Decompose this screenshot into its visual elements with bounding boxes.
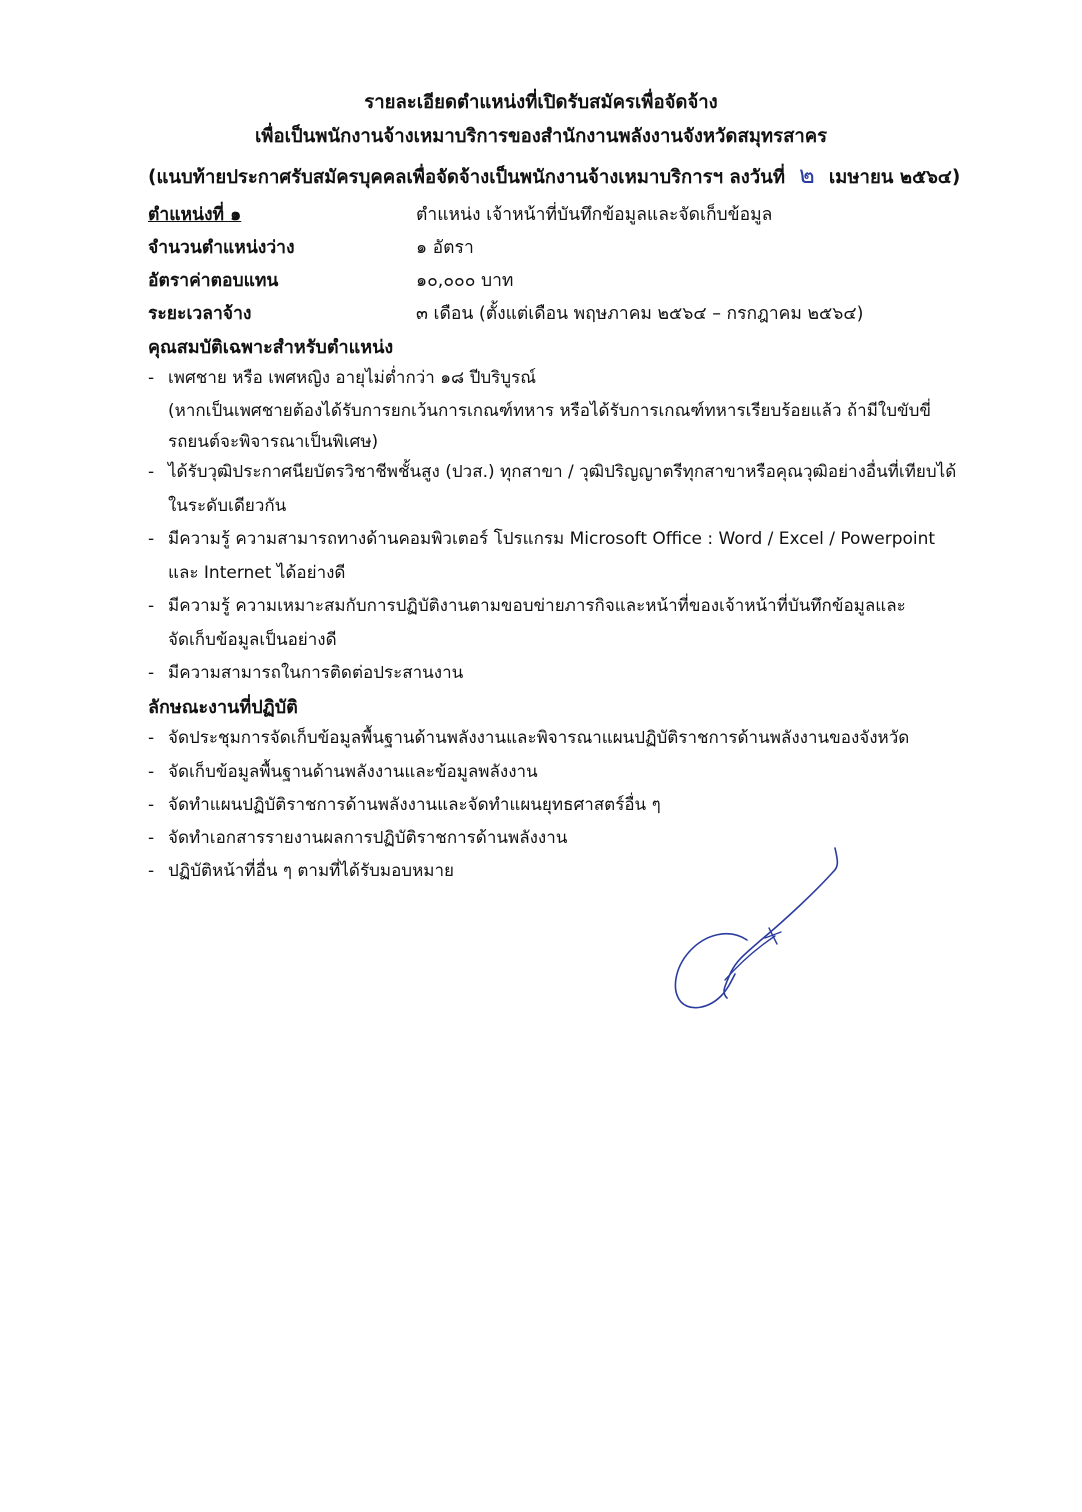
duration-row <box>148 299 988 329</box>
bullet-dash: - <box>148 663 155 683</box>
qualification-note: (หากเป็นเพศชายต้องได้รับการยกเว้นการเกณฑ์ทหาร หรือได้รับการเกณฑ์ทหารเรียบร้อยแล้ว ถ้ามีใบขับขี่ <box>168 401 932 421</box>
duty-text: ปฏิบัติหน้าที่อื่น ๆ ตามที่ได้รับมอบหมาย <box>168 861 455 881</box>
bullet-dash: - <box>148 795 155 815</box>
header-line-3-prefix: (แนบท้ายประกาศรับสมัครบุคคลเพื่อจัดจ้างเป็นพนักงานจ้างเหมาบริการฯ ลงวันที่ <box>148 167 786 188</box>
bullet-dash: - <box>148 861 155 881</box>
duty-text: จัดทำเอกสารรายงานผลการปฏิบัติราชการด้านพลังงาน <box>168 828 568 848</box>
qualification-text-cont: และ Internet ได้อย่างดี <box>168 563 346 583</box>
vacancies-value: ๑ อัตรา <box>416 238 474 258</box>
position-row <box>148 200 988 230</box>
vacancies-row <box>148 233 988 263</box>
bullet-dash: - <box>148 462 155 482</box>
header-line-2: เพื่อเป็นพนักงานจ้างเหมาบริการของสำนักงานพลังงานจังหวัดสมุทรสาคร <box>254 126 828 147</box>
duty-text: จัดทำแผนปฏิบัติราชการด้านพลังงานและจัดทำแผนยุทธศาสตร์อื่น ๆ <box>168 795 661 815</box>
position-label: ตำแหน่งที่ ๑ <box>148 205 242 225</box>
duration-value: ๓ เดือน (ตั้งแต่เดือน พฤษภาคม ๒๕๖๔ – กรกฎาคม ๒๕๖๔) <box>416 304 864 324</box>
header-line-3 <box>148 155 988 194</box>
duties-heading: ลักษณะงานที่ปฏิบัติ <box>148 697 298 718</box>
compensation-row <box>148 266 988 296</box>
qualification-text: มีความรู้ ความเหมาะสมกับการปฏิบัติงานตามขอบข่ายภารกิจและหน้าที่ของเจ้าหน้าที่บันทึกข้อมูลและ <box>168 596 906 616</box>
qualification-text: ได้รับวุฒิประกาศนียบัตรวิชาชีพชั้นสูง (ปวส.) ทุกสาขา / วุฒิปริญญาตรีทุกสาขาหรือคุณวุฒิอย่างอื่นที่เทียบได้ <box>168 462 957 482</box>
duty-text: จัดเก็บข้อมูลพื้นฐานด้านพลังงานและข้อมูลพลังงาน <box>168 762 538 782</box>
vacancies-label: จำนวนตำแหน่งว่าง <box>148 238 295 258</box>
header-line-1: รายละเอียดตำแหน่งที่เปิดรับสมัครเพื่อจัดจ้าง <box>364 92 718 113</box>
position-value: ตำแหน่ง เจ้าหน้าที่บันทึกข้อมูลและจัดเก็บข้อมูล <box>416 205 773 225</box>
bullet-dash: - <box>148 368 155 388</box>
qualification-text: มีความสามารถในการติดต่อประสานงาน <box>168 663 464 683</box>
bullet-dash: - <box>148 762 155 782</box>
qualification-text: เพศชาย หรือ เพศหญิง อายุไม่ต่ำกว่า ๑๘ ปีบริบูรณ์ <box>168 368 536 388</box>
bullet-dash: - <box>148 529 155 549</box>
qualification-text-cont: ในระดับเดียวกัน <box>168 496 287 516</box>
duty-text: จัดประชุมการจัดเก็บข้อมูลพื้นฐานด้านพลังงานและพิจารณาแผนปฏิบัติราชการด้านพลังงานของจังหวัด <box>168 728 910 748</box>
handwritten-day: ๒ <box>799 161 815 189</box>
compensation-label: อัตราค่าตอบแทน <box>148 271 279 291</box>
signature-icon <box>665 840 855 1020</box>
compensation-value: ๑๐,๐๐๐ บาท <box>416 271 514 291</box>
duration-label: ระยะเวลาจ้าง <box>148 304 252 324</box>
qualification-note-cont: รถยนต์จะพิจารณาเป็นพิเศษ) <box>168 432 379 452</box>
bullet-dash: - <box>148 828 155 848</box>
qualification-text-cont: จัดเก็บข้อมูลเป็นอย่างดี <box>168 630 337 650</box>
header-line-3-suffix: เมษายน ๒๕๖๔) <box>828 167 961 188</box>
bullet-dash: - <box>148 596 155 616</box>
qualification-text: มีความรู้ ความสามารถทางด้านคอมพิวเตอร์ โปรแกรม Microsoft Office : Word / Excel / Powerpoint <box>168 529 936 549</box>
qualifications-heading: คุณสมบัติเฉพาะสำหรับตำแหน่ง <box>148 337 394 358</box>
bullet-dash: - <box>148 728 155 748</box>
